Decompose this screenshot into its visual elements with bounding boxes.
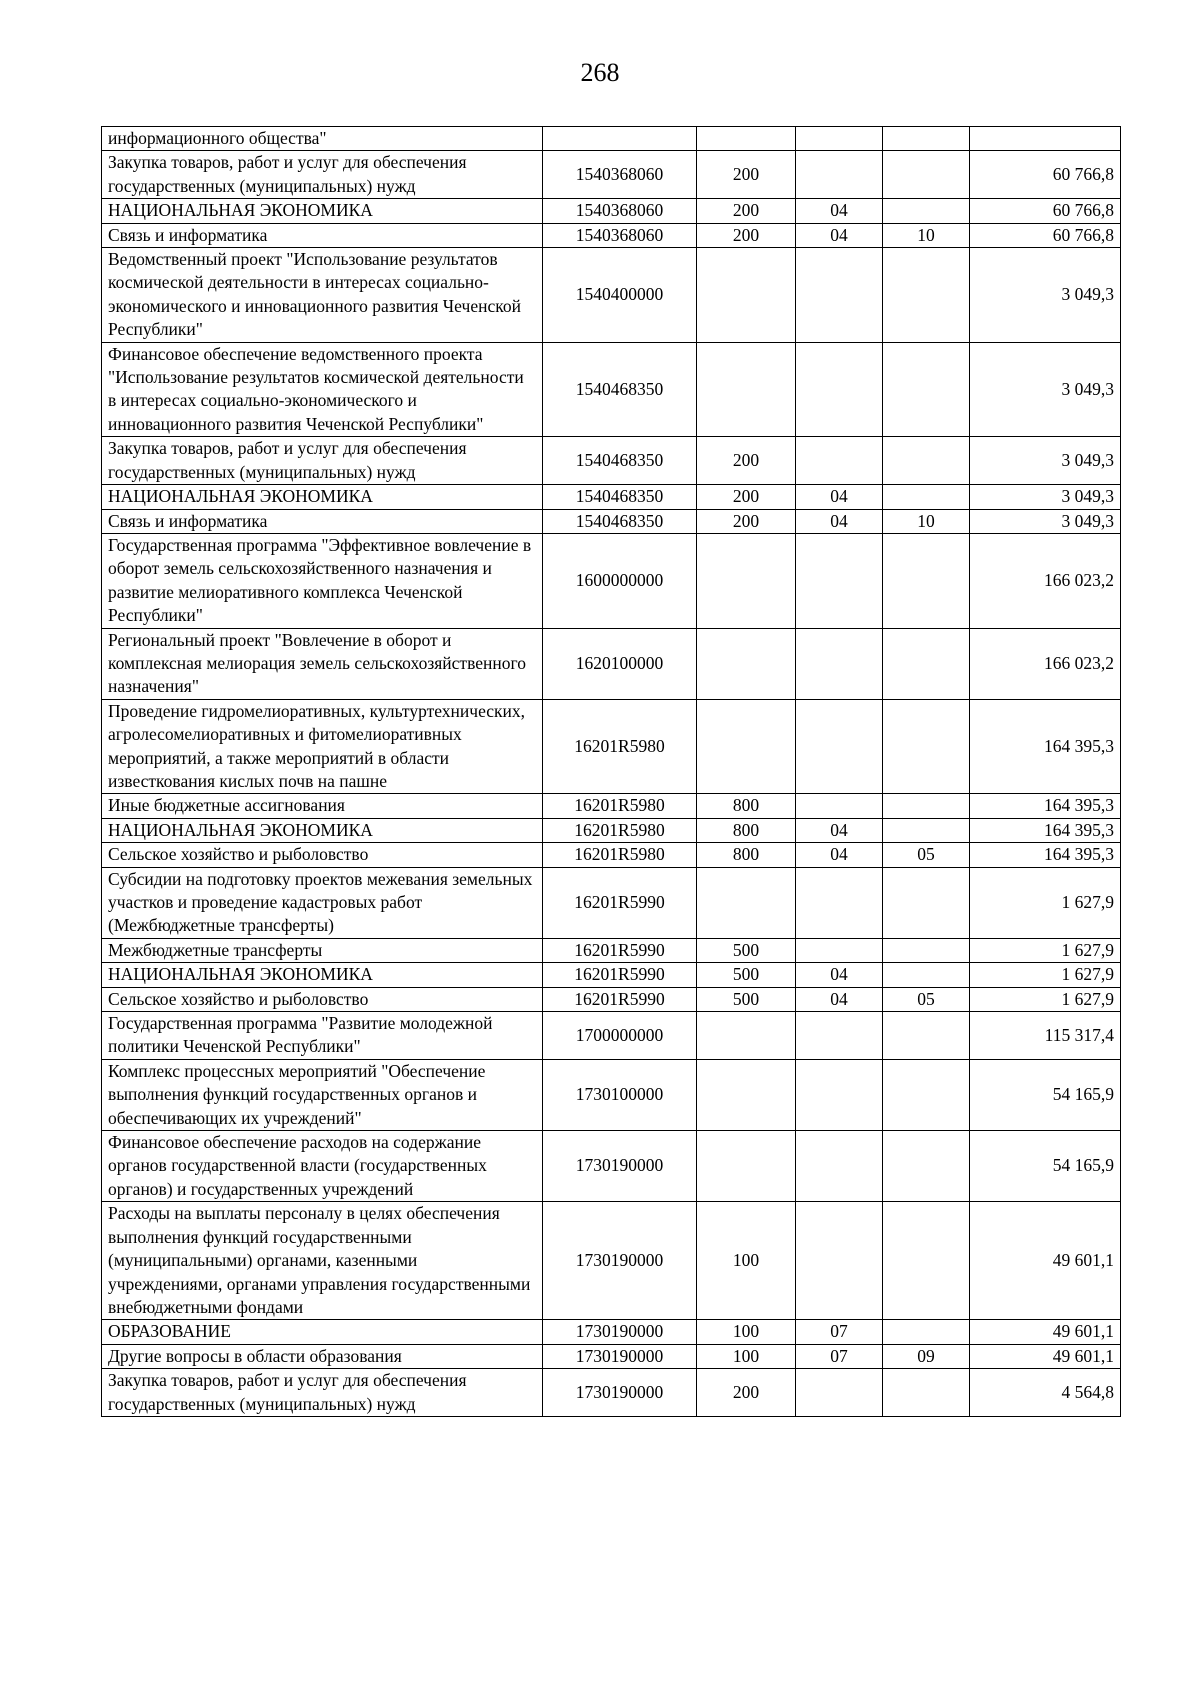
row-section [796, 151, 883, 199]
row-section [796, 1369, 883, 1417]
row-name: Ведомственный проект "Использование результатов космической деятельности в интересах социально-экономического и инновационного развития Чеченской Республики" [102, 248, 543, 343]
row-section [796, 1131, 883, 1202]
row-sum: 166 023,2 [970, 533, 1121, 628]
row-sum: 49 601,1 [970, 1320, 1121, 1344]
row-code: 16201R5990 [543, 987, 697, 1011]
row-expense-type: 200 [697, 151, 796, 199]
row-code: 16201R5980 [543, 794, 697, 818]
row-section [796, 699, 883, 794]
row-subsection [883, 533, 970, 628]
row-code: 1540468350 [543, 437, 697, 485]
row-name: НАЦИОНАЛЬНАЯ ЭКОНОМИКА [102, 818, 543, 842]
row-name: Связь и информатика [102, 509, 543, 533]
row-expense-type [697, 628, 796, 699]
page-number: 268 [580, 58, 620, 87]
row-code: 1730190000 [543, 1369, 697, 1417]
row-expense-type: 200 [697, 485, 796, 509]
row-subsection [883, 699, 970, 794]
row-expense-type [697, 127, 796, 151]
row-subsection: 09 [883, 1344, 970, 1368]
row-sum: 1 627,9 [970, 938, 1121, 962]
row-section: 04 [796, 843, 883, 867]
table-row [102, 843, 1121, 867]
table-row [102, 1344, 1121, 1368]
row-section: 04 [796, 818, 883, 842]
table-row [102, 867, 1121, 938]
row-section [796, 1059, 883, 1130]
row-sum: 164 395,3 [970, 843, 1121, 867]
row-code: 16201R5990 [543, 867, 697, 938]
row-subsection [883, 963, 970, 987]
row-subsection [883, 199, 970, 223]
row-section [796, 127, 883, 151]
table-row [102, 485, 1121, 509]
table-row [102, 794, 1121, 818]
row-name: Финансовое обеспечение ведомственного проекта "Использование результатов космической деятельности в интересах социально-экономического и инновационного развития Чеченской Республики" [102, 342, 543, 437]
row-expense-type [697, 1012, 796, 1060]
table-row [102, 437, 1121, 485]
row-sum: 3 049,3 [970, 485, 1121, 509]
row-section [796, 628, 883, 699]
row-subsection: 10 [883, 509, 970, 533]
row-section [796, 248, 883, 343]
row-expense-type: 200 [697, 509, 796, 533]
row-subsection [883, 342, 970, 437]
row-section [796, 938, 883, 962]
row-sum: 54 165,9 [970, 1059, 1121, 1130]
row-code: 1540400000 [543, 248, 697, 343]
row-sum: 3 049,3 [970, 437, 1121, 485]
row-expense-type: 500 [697, 987, 796, 1011]
row-subsection [883, 1059, 970, 1130]
row-subsection [883, 1131, 970, 1202]
row-code: 1540368060 [543, 199, 697, 223]
row-sum [970, 127, 1121, 151]
row-expense-type: 800 [697, 794, 796, 818]
row-section: 04 [796, 987, 883, 1011]
row-section: 07 [796, 1320, 883, 1344]
row-subsection: 05 [883, 843, 970, 867]
row-name: Закупка товаров, работ и услуг для обеспечения государственных (муниципальных) нужд [102, 437, 543, 485]
row-section [796, 1012, 883, 1060]
row-subsection [883, 151, 970, 199]
row-code: 16201R5990 [543, 938, 697, 962]
row-subsection [883, 818, 970, 842]
row-subsection [883, 437, 970, 485]
row-name: Расходы на выплаты персоналу в целях обеспечения выполнения функций государственными (муниципальными) органами, казенными учреждениями, органами управления государственными внебюджетными фондами [102, 1202, 543, 1320]
budget-table-body [102, 127, 1121, 1417]
row-name: Другие вопросы в области образования [102, 1344, 543, 1368]
row-sum: 54 165,9 [970, 1131, 1121, 1202]
row-name: НАЦИОНАЛЬНАЯ ЭКОНОМИКА [102, 485, 543, 509]
table-row [102, 1059, 1121, 1130]
row-expense-type [697, 699, 796, 794]
row-subsection: 05 [883, 987, 970, 1011]
table-row [102, 127, 1121, 151]
row-section [796, 794, 883, 818]
table-row [102, 628, 1121, 699]
row-section [796, 867, 883, 938]
row-name: Комплекс процессных мероприятий "Обеспечение выполнения функций государственных органов и обеспечивающих их учреждений" [102, 1059, 543, 1130]
row-sum: 60 766,8 [970, 151, 1121, 199]
row-code: 1540468350 [543, 509, 697, 533]
row-section: 04 [796, 223, 883, 247]
row-expense-type: 100 [697, 1202, 796, 1320]
row-expense-type: 200 [697, 1369, 796, 1417]
row-expense-type [697, 867, 796, 938]
row-expense-type [697, 1059, 796, 1130]
row-sum: 3 049,3 [970, 248, 1121, 343]
row-section: 07 [796, 1344, 883, 1368]
table-row [102, 963, 1121, 987]
row-sum: 3 049,3 [970, 509, 1121, 533]
table-row [102, 818, 1121, 842]
row-sum: 49 601,1 [970, 1202, 1121, 1320]
row-name: Межбюджетные трансферты [102, 938, 543, 962]
row-sum: 49 601,1 [970, 1344, 1121, 1368]
row-code: 1620100000 [543, 628, 697, 699]
row-name: информационного общества" [102, 127, 543, 151]
row-expense-type: 200 [697, 199, 796, 223]
row-sum: 1 627,9 [970, 867, 1121, 938]
table-row [102, 533, 1121, 628]
row-name: Закупка товаров, работ и услуг для обеспечения государственных (муниципальных) нужд [102, 1369, 543, 1417]
row-name: Финансовое обеспечение расходов на содержание органов государственной власти (государственных органов) и государственных учреждений [102, 1131, 543, 1202]
row-subsection [883, 1012, 970, 1060]
row-name: Закупка товаров, работ и услуг для обеспечения государственных (муниципальных) нужд [102, 151, 543, 199]
row-code: 1730190000 [543, 1131, 697, 1202]
row-subsection [883, 1202, 970, 1320]
table-row [102, 199, 1121, 223]
row-sum: 164 395,3 [970, 699, 1121, 794]
table-row [102, 151, 1121, 199]
row-code: 1540468350 [543, 342, 697, 437]
row-expense-type: 500 [697, 938, 796, 962]
row-code: 1730190000 [543, 1344, 697, 1368]
row-code: 1540468350 [543, 485, 697, 509]
row-code: 1730190000 [543, 1320, 697, 1344]
row-sum: 1 627,9 [970, 963, 1121, 987]
table-row [102, 1012, 1121, 1060]
row-subsection [883, 485, 970, 509]
row-code: 1540368060 [543, 223, 697, 247]
row-section: 04 [796, 509, 883, 533]
row-expense-type: 800 [697, 818, 796, 842]
row-subsection [883, 628, 970, 699]
table-row [102, 987, 1121, 1011]
row-sum: 166 023,2 [970, 628, 1121, 699]
row-code: 1540368060 [543, 151, 697, 199]
row-name: Проведение гидромелиоративных, культуртехнических, агролесомелиоративных и фитомелиоративных мероприятий, а также мероприятий в области известкования кислых почв на пашне [102, 699, 543, 794]
row-section [796, 342, 883, 437]
row-name: Сельское хозяйство и рыболовство [102, 987, 543, 1011]
row-code: 16201R5980 [543, 699, 697, 794]
table-row [102, 223, 1121, 247]
row-code [543, 127, 697, 151]
row-subsection [883, 867, 970, 938]
table-row [102, 1369, 1121, 1417]
table-row [102, 248, 1121, 343]
row-code: 1730190000 [543, 1202, 697, 1320]
table-row [102, 1320, 1121, 1344]
row-name: НАЦИОНАЛЬНАЯ ЭКОНОМИКА [102, 199, 543, 223]
row-name: Субсидии на подготовку проектов межевания земельных участков и проведение кадастровых работ (Межбюджетные трансферты) [102, 867, 543, 938]
row-expense-type [697, 342, 796, 437]
row-code: 16201R5980 [543, 818, 697, 842]
row-section [796, 437, 883, 485]
row-code: 16201R5980 [543, 843, 697, 867]
table-row [102, 1131, 1121, 1202]
row-name: Иные бюджетные ассигнования [102, 794, 543, 818]
row-expense-type: 100 [697, 1344, 796, 1368]
budget-table [101, 126, 1121, 1417]
row-sum: 115 317,4 [970, 1012, 1121, 1060]
row-name: НАЦИОНАЛЬНАЯ ЭКОНОМИКА [102, 963, 543, 987]
row-name: Государственная программа "Развитие молодежной политики Чеченской Республики" [102, 1012, 543, 1060]
row-subsection [883, 938, 970, 962]
row-section [796, 533, 883, 628]
row-name: Сельское хозяйство и рыболовство [102, 843, 543, 867]
table-row [102, 938, 1121, 962]
row-sum: 164 395,3 [970, 794, 1121, 818]
row-section: 04 [796, 199, 883, 223]
row-name: Региональный проект "Вовлечение в оборот и комплексная мелиорация земель сельскохозяйственного назначения" [102, 628, 543, 699]
row-expense-type [697, 1131, 796, 1202]
row-sum: 60 766,8 [970, 223, 1121, 247]
row-code: 1700000000 [543, 1012, 697, 1060]
row-subsection [883, 1369, 970, 1417]
row-expense-type: 200 [697, 437, 796, 485]
row-sum: 164 395,3 [970, 818, 1121, 842]
table-row [102, 699, 1121, 794]
row-expense-type: 500 [697, 963, 796, 987]
row-expense-type [697, 533, 796, 628]
row-subsection [883, 127, 970, 151]
row-section: 04 [796, 485, 883, 509]
table-row [102, 509, 1121, 533]
row-subsection [883, 248, 970, 343]
row-name: Связь и информатика [102, 223, 543, 247]
row-section: 04 [796, 963, 883, 987]
row-sum: 60 766,8 [970, 199, 1121, 223]
table-row [102, 342, 1121, 437]
row-expense-type: 100 [697, 1320, 796, 1344]
table-row [102, 1202, 1121, 1320]
row-sum: 3 049,3 [970, 342, 1121, 437]
row-name: Государственная программа "Эффективное вовлечение в оборот земель сельскохозяйственного назначения и развитие мелиоративного комплекса Чеченской Республики" [102, 533, 543, 628]
row-code: 1730100000 [543, 1059, 697, 1130]
row-name: ОБРАЗОВАНИЕ [102, 1320, 543, 1344]
row-code: 1600000000 [543, 533, 697, 628]
row-subsection: 10 [883, 223, 970, 247]
row-sum: 1 627,9 [970, 987, 1121, 1011]
row-section [796, 1202, 883, 1320]
row-code: 16201R5990 [543, 963, 697, 987]
row-expense-type: 800 [697, 843, 796, 867]
row-expense-type: 200 [697, 223, 796, 247]
row-subsection [883, 1320, 970, 1344]
row-sum: 4 564,8 [970, 1369, 1121, 1417]
row-subsection [883, 794, 970, 818]
row-expense-type [697, 248, 796, 343]
